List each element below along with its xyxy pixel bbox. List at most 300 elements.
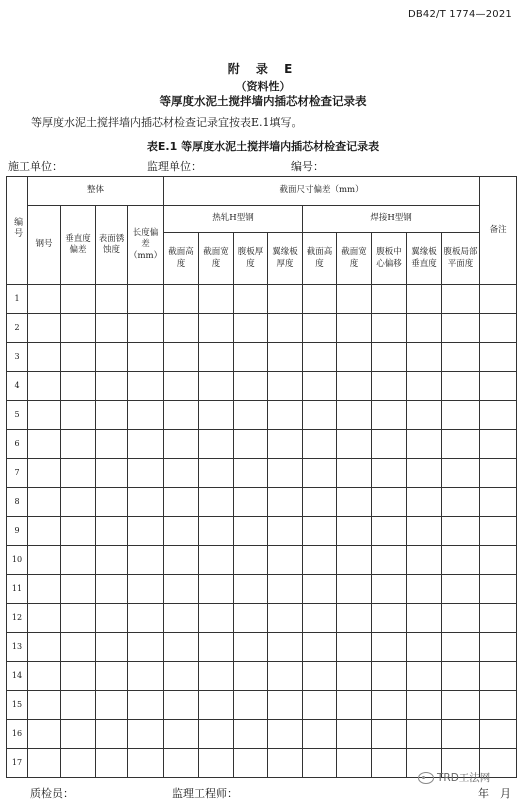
record-cell[interactable] xyxy=(28,546,61,575)
record-cell[interactable] xyxy=(268,285,303,314)
header-remark: 备注 xyxy=(480,177,517,285)
table-row xyxy=(7,604,517,633)
record-cell[interactable] xyxy=(96,575,128,604)
record-cell[interactable] xyxy=(407,546,442,575)
record-cell[interactable] xyxy=(61,633,96,662)
record-cell[interactable] xyxy=(96,604,128,633)
record-cell[interactable] xyxy=(372,430,407,459)
row-number: 14 xyxy=(7,662,28,691)
header-hot-width: 截面宽度 xyxy=(199,233,234,285)
record-cell[interactable] xyxy=(372,401,407,430)
record-cell[interactable] xyxy=(96,546,128,575)
record-cell[interactable] xyxy=(407,720,442,749)
record-cell[interactable] xyxy=(442,633,480,662)
header-weld-flange-verticality: 翼缘板垂直度 xyxy=(407,233,442,285)
record-cell[interactable] xyxy=(234,401,268,430)
record-cell[interactable] xyxy=(61,314,96,343)
record-cell[interactable] xyxy=(372,749,407,778)
record-cell[interactable] xyxy=(28,517,61,546)
record-cell[interactable] xyxy=(234,720,268,749)
header-verticality: 垂直度偏差 xyxy=(61,206,96,285)
record-cell[interactable] xyxy=(28,459,61,488)
record-cell[interactable] xyxy=(480,720,517,749)
record-cell[interactable] xyxy=(303,517,337,546)
record-cell[interactable] xyxy=(128,691,164,720)
record-cell[interactable] xyxy=(268,575,303,604)
record-cell[interactable] xyxy=(442,401,480,430)
record-cell[interactable] xyxy=(199,401,234,430)
record-cell[interactable] xyxy=(337,285,372,314)
record-cell[interactable] xyxy=(164,314,199,343)
record-cell[interactable] xyxy=(128,604,164,633)
record-cell[interactable] xyxy=(407,691,442,720)
record-cell[interactable] xyxy=(407,343,442,372)
record-cell[interactable] xyxy=(164,488,199,517)
record-cell[interactable] xyxy=(199,517,234,546)
record-cell[interactable] xyxy=(480,575,517,604)
record-cell[interactable] xyxy=(337,604,372,633)
record-cell[interactable] xyxy=(337,401,372,430)
record-cell[interactable] xyxy=(407,604,442,633)
record-cell[interactable] xyxy=(164,633,199,662)
record-cell[interactable] xyxy=(128,575,164,604)
table-row xyxy=(7,285,517,314)
record-cell[interactable] xyxy=(407,488,442,517)
record-cell[interactable] xyxy=(372,459,407,488)
record-cell[interactable] xyxy=(199,372,234,401)
record-cell[interactable] xyxy=(28,575,61,604)
record-cell[interactable] xyxy=(268,401,303,430)
record-cell[interactable] xyxy=(96,720,128,749)
record-cell[interactable] xyxy=(96,488,128,517)
row-number: 6 xyxy=(7,430,28,459)
record-cell[interactable] xyxy=(372,604,407,633)
record-cell[interactable] xyxy=(164,401,199,430)
record-cell[interactable] xyxy=(28,662,61,691)
record-cell[interactable] xyxy=(234,633,268,662)
record-cell[interactable] xyxy=(234,372,268,401)
record-cell[interactable] xyxy=(268,633,303,662)
row-number: 8 xyxy=(7,488,28,517)
record-cell[interactable] xyxy=(96,459,128,488)
record-cell[interactable] xyxy=(303,546,337,575)
record-cell[interactable] xyxy=(61,691,96,720)
record-cell[interactable] xyxy=(442,575,480,604)
record-cell[interactable] xyxy=(96,749,128,778)
record-cell[interactable] xyxy=(96,430,128,459)
record-cell[interactable] xyxy=(372,372,407,401)
record-cell[interactable] xyxy=(480,517,517,546)
record-cell[interactable] xyxy=(96,691,128,720)
record-cell[interactable] xyxy=(303,343,337,372)
header-weld-height: 截面高度 xyxy=(303,233,337,285)
record-cell[interactable] xyxy=(442,285,480,314)
record-cell[interactable] xyxy=(480,488,517,517)
table-row xyxy=(7,430,517,459)
record-cell[interactable] xyxy=(96,343,128,372)
record-cell[interactable] xyxy=(28,604,61,633)
record-cell[interactable] xyxy=(303,285,337,314)
record-cell[interactable] xyxy=(164,459,199,488)
record-cell[interactable] xyxy=(268,662,303,691)
row-number: 9 xyxy=(7,517,28,546)
row-number: 16 xyxy=(7,720,28,749)
record-cell[interactable] xyxy=(61,662,96,691)
record-cell[interactable] xyxy=(372,285,407,314)
record-cell[interactable] xyxy=(337,691,372,720)
record-cell[interactable] xyxy=(199,285,234,314)
record-cell[interactable] xyxy=(234,662,268,691)
header-weld-width: 截面宽度 xyxy=(337,233,372,285)
record-cell[interactable] xyxy=(61,720,96,749)
record-cell[interactable] xyxy=(480,401,517,430)
record-cell[interactable] xyxy=(303,314,337,343)
record-cell[interactable] xyxy=(442,343,480,372)
record-cell[interactable] xyxy=(337,749,372,778)
record-cell[interactable] xyxy=(164,372,199,401)
record-cell[interactable] xyxy=(61,517,96,546)
record-cell[interactable] xyxy=(480,662,517,691)
record-cell[interactable] xyxy=(234,691,268,720)
header-weld-web-offset: 腹板中心偏移 xyxy=(372,233,407,285)
record-cell[interactable] xyxy=(480,372,517,401)
record-cell[interactable] xyxy=(199,575,234,604)
row-number: 15 xyxy=(7,691,28,720)
record-cell[interactable] xyxy=(442,517,480,546)
table-row xyxy=(7,662,517,691)
record-cell[interactable] xyxy=(480,546,517,575)
record-cell[interactable] xyxy=(442,430,480,459)
record-cell[interactable] xyxy=(234,546,268,575)
record-cell[interactable] xyxy=(337,372,372,401)
record-cell[interactable] xyxy=(128,662,164,691)
inspection-record-table xyxy=(6,176,517,778)
record-cell[interactable] xyxy=(372,517,407,546)
row-number: 11 xyxy=(7,575,28,604)
record-cell[interactable] xyxy=(480,430,517,459)
record-cell[interactable] xyxy=(28,749,61,778)
record-cell[interactable] xyxy=(407,459,442,488)
record-cell[interactable] xyxy=(372,546,407,575)
watermark xyxy=(418,770,490,785)
record-cell[interactable] xyxy=(480,604,517,633)
table-row xyxy=(7,575,517,604)
record-cell[interactable] xyxy=(128,633,164,662)
row-number: 5 xyxy=(7,401,28,430)
record-cell[interactable] xyxy=(234,285,268,314)
record-cell[interactable] xyxy=(268,459,303,488)
record-cell[interactable] xyxy=(407,401,442,430)
record-cell[interactable] xyxy=(164,517,199,546)
record-cell[interactable] xyxy=(164,285,199,314)
header-hot-height: 截面高度 xyxy=(164,233,199,285)
row-number: 1 xyxy=(7,285,28,314)
record-cell[interactable] xyxy=(164,575,199,604)
record-cell[interactable] xyxy=(199,720,234,749)
row-number: 12 xyxy=(7,604,28,633)
record-cell[interactable] xyxy=(199,691,234,720)
record-cell[interactable] xyxy=(442,662,480,691)
table-row xyxy=(7,546,517,575)
record-cell[interactable] xyxy=(268,517,303,546)
header-steel-grade: 钢号 xyxy=(28,206,61,285)
record-cell[interactable] xyxy=(268,749,303,778)
record-cell[interactable] xyxy=(61,401,96,430)
record-cell[interactable] xyxy=(28,720,61,749)
record-cell[interactable] xyxy=(61,575,96,604)
record-cell[interactable] xyxy=(96,314,128,343)
record-cell[interactable] xyxy=(199,633,234,662)
record-cell[interactable] xyxy=(128,343,164,372)
record-cell[interactable] xyxy=(128,488,164,517)
row-number: 13 xyxy=(7,633,28,662)
record-cell[interactable] xyxy=(28,430,61,459)
record-cell[interactable] xyxy=(61,343,96,372)
record-cell[interactable] xyxy=(61,604,96,633)
record-cell[interactable] xyxy=(164,430,199,459)
table-row xyxy=(7,488,517,517)
construction-unit-label: 施工单位： xyxy=(8,160,63,173)
record-cell[interactable] xyxy=(234,314,268,343)
record-cell[interactable] xyxy=(407,633,442,662)
record-cell[interactable] xyxy=(372,720,407,749)
record-cell[interactable] xyxy=(268,720,303,749)
record-cell[interactable] xyxy=(199,459,234,488)
record-cell[interactable] xyxy=(61,372,96,401)
record-cell[interactable] xyxy=(234,749,268,778)
table-title: 表E.1 等厚度水泥土搅拌墙内插芯材检查记录表 xyxy=(146,140,380,153)
record-cell[interactable] xyxy=(234,575,268,604)
record-cell[interactable] xyxy=(337,343,372,372)
record-cell[interactable] xyxy=(199,662,234,691)
record-cell[interactable] xyxy=(337,720,372,749)
record-cell[interactable] xyxy=(164,604,199,633)
table-row xyxy=(7,372,517,401)
record-cell[interactable] xyxy=(337,314,372,343)
header-length-deviation: 长度偏差（mm） xyxy=(128,206,164,285)
record-cell[interactable] xyxy=(268,343,303,372)
record-cell[interactable] xyxy=(28,343,61,372)
record-cell[interactable] xyxy=(303,575,337,604)
record-cell[interactable] xyxy=(407,575,442,604)
record-cell[interactable] xyxy=(164,343,199,372)
record-cell[interactable] xyxy=(268,314,303,343)
record-cell[interactable] xyxy=(28,314,61,343)
record-cell[interactable] xyxy=(303,488,337,517)
table-row xyxy=(7,633,517,662)
record-cell[interactable] xyxy=(268,430,303,459)
record-cell[interactable] xyxy=(28,401,61,430)
appendix-title: 等厚度水泥土搅拌墙内插芯材检查记录表 xyxy=(159,94,367,108)
row-number: 4 xyxy=(7,372,28,401)
record-cell[interactable] xyxy=(303,633,337,662)
record-cell[interactable] xyxy=(234,488,268,517)
record-cell[interactable] xyxy=(128,314,164,343)
record-cell[interactable] xyxy=(268,372,303,401)
record-cell[interactable] xyxy=(61,546,96,575)
record-cell[interactable] xyxy=(337,430,372,459)
appendix-label: 附 录 E xyxy=(227,62,299,76)
record-cell[interactable] xyxy=(199,430,234,459)
record-cell[interactable] xyxy=(480,633,517,662)
record-cell[interactable] xyxy=(442,488,480,517)
record-cell[interactable] xyxy=(337,575,372,604)
record-cell[interactable] xyxy=(268,604,303,633)
record-cell[interactable] xyxy=(303,662,337,691)
record-cell[interactable] xyxy=(96,517,128,546)
header-hot-web-thickness: 腹板厚度 xyxy=(234,233,268,285)
record-cell[interactable] xyxy=(442,459,480,488)
record-cell[interactable] xyxy=(442,604,480,633)
header-hot-rolled: 热轧H型钢 xyxy=(164,206,303,233)
record-cell[interactable] xyxy=(407,285,442,314)
record-cell[interactable] xyxy=(96,372,128,401)
record-cell[interactable] xyxy=(372,488,407,517)
record-cell[interactable] xyxy=(128,285,164,314)
table-row xyxy=(7,517,517,546)
supervision-unit-label: 监理单位： xyxy=(147,160,202,173)
record-cell[interactable] xyxy=(28,372,61,401)
record-cell[interactable] xyxy=(128,401,164,430)
record-cell[interactable] xyxy=(164,662,199,691)
record-cell[interactable] xyxy=(303,459,337,488)
record-cell[interactable] xyxy=(442,314,480,343)
table-row xyxy=(7,459,517,488)
record-cell[interactable] xyxy=(199,749,234,778)
record-cell[interactable] xyxy=(96,285,128,314)
record-cell[interactable] xyxy=(128,459,164,488)
record-cell[interactable] xyxy=(372,691,407,720)
record-cell[interactable] xyxy=(128,372,164,401)
record-cell[interactable] xyxy=(442,720,480,749)
record-cell[interactable] xyxy=(128,430,164,459)
record-cell[interactable] xyxy=(442,691,480,720)
record-cell[interactable] xyxy=(268,546,303,575)
record-cell[interactable] xyxy=(407,314,442,343)
record-cell[interactable] xyxy=(234,604,268,633)
record-cell[interactable] xyxy=(61,459,96,488)
record-cell[interactable] xyxy=(372,575,407,604)
header-overall: 整体 xyxy=(28,177,164,206)
record-cell[interactable] xyxy=(337,459,372,488)
record-cell[interactable] xyxy=(303,749,337,778)
record-cell[interactable] xyxy=(268,691,303,720)
record-cell[interactable] xyxy=(480,285,517,314)
record-cell[interactable] xyxy=(480,343,517,372)
header-corrosion: 表面锈蚀度 xyxy=(96,206,128,285)
record-cell[interactable] xyxy=(199,488,234,517)
record-cell[interactable] xyxy=(372,662,407,691)
record-cell[interactable] xyxy=(61,430,96,459)
record-cell[interactable] xyxy=(480,459,517,488)
record-cell[interactable] xyxy=(164,691,199,720)
table-row xyxy=(7,691,517,720)
inspector-label: 质检员： xyxy=(30,787,74,800)
row-number: 7 xyxy=(7,459,28,488)
record-cell[interactable] xyxy=(128,546,164,575)
record-cell[interactable] xyxy=(407,662,442,691)
header-weld-web-flatness: 腹板局部平面度 xyxy=(442,233,480,285)
record-cell[interactable] xyxy=(303,720,337,749)
record-cell[interactable] xyxy=(96,633,128,662)
appendix-nature: （资料性） xyxy=(235,80,291,93)
record-cell[interactable] xyxy=(337,662,372,691)
record-cell[interactable] xyxy=(480,314,517,343)
record-cell[interactable] xyxy=(303,691,337,720)
record-cell[interactable] xyxy=(61,749,96,778)
record-cell[interactable] xyxy=(234,343,268,372)
record-cell[interactable] xyxy=(407,517,442,546)
record-cell[interactable] xyxy=(303,372,337,401)
record-cell[interactable] xyxy=(372,633,407,662)
record-cell[interactable] xyxy=(480,691,517,720)
row-number: 2 xyxy=(7,314,28,343)
record-cell[interactable] xyxy=(199,604,234,633)
intro-text: 等厚度水泥土搅拌墙内插芯材检查记录宜按表E.1填写。 xyxy=(31,116,303,129)
header-section-deviation: 截面尺寸偏差（mm） xyxy=(164,177,480,206)
record-cell[interactable] xyxy=(128,749,164,778)
record-cell[interactable] xyxy=(234,459,268,488)
record-cell[interactable] xyxy=(164,720,199,749)
record-cell[interactable] xyxy=(268,488,303,517)
record-cell[interactable] xyxy=(128,517,164,546)
record-cell[interactable] xyxy=(234,517,268,546)
record-cell[interactable] xyxy=(234,430,268,459)
record-cell[interactable] xyxy=(372,343,407,372)
record-cell[interactable] xyxy=(337,488,372,517)
header-welded: 焊接H型钢 xyxy=(303,206,480,233)
header-hot-flange-thickness: 翼缘板厚度 xyxy=(268,233,303,285)
record-cell[interactable] xyxy=(303,401,337,430)
record-cell[interactable] xyxy=(199,343,234,372)
standard-code: DB42/T 1774—2021 xyxy=(407,9,512,20)
record-cell[interactable] xyxy=(372,314,407,343)
record-cell[interactable] xyxy=(199,314,234,343)
table-row xyxy=(7,720,517,749)
record-cell[interactable] xyxy=(96,401,128,430)
record-cell[interactable] xyxy=(442,372,480,401)
row-number: 3 xyxy=(7,343,28,372)
record-cell[interactable] xyxy=(164,546,199,575)
engineer-label: 监理工程师： xyxy=(172,787,238,800)
record-cell[interactable] xyxy=(442,546,480,575)
record-cell[interactable] xyxy=(303,430,337,459)
record-cell[interactable] xyxy=(61,285,96,314)
serial-no-label: 编号： xyxy=(291,160,324,173)
record-cell[interactable] xyxy=(28,285,61,314)
record-cell[interactable] xyxy=(199,546,234,575)
record-cell[interactable] xyxy=(28,488,61,517)
table-row xyxy=(7,401,517,430)
record-cell[interactable] xyxy=(337,546,372,575)
record-cell[interactable] xyxy=(337,517,372,546)
record-cell[interactable] xyxy=(407,372,442,401)
record-cell[interactable] xyxy=(96,662,128,691)
row-number: 10 xyxy=(7,546,28,575)
watermark-text: TRD工法网 xyxy=(437,772,491,784)
record-cell[interactable] xyxy=(128,720,164,749)
wechat-icon xyxy=(418,772,434,784)
record-cell[interactable] xyxy=(337,633,372,662)
table-row xyxy=(7,314,517,343)
date-label: 年 月 xyxy=(478,787,511,800)
record-cell[interactable] xyxy=(407,430,442,459)
record-cell[interactable] xyxy=(303,604,337,633)
record-cell[interactable] xyxy=(28,691,61,720)
record-cell[interactable] xyxy=(28,633,61,662)
record-cell[interactable] xyxy=(164,749,199,778)
record-cell[interactable] xyxy=(61,488,96,517)
